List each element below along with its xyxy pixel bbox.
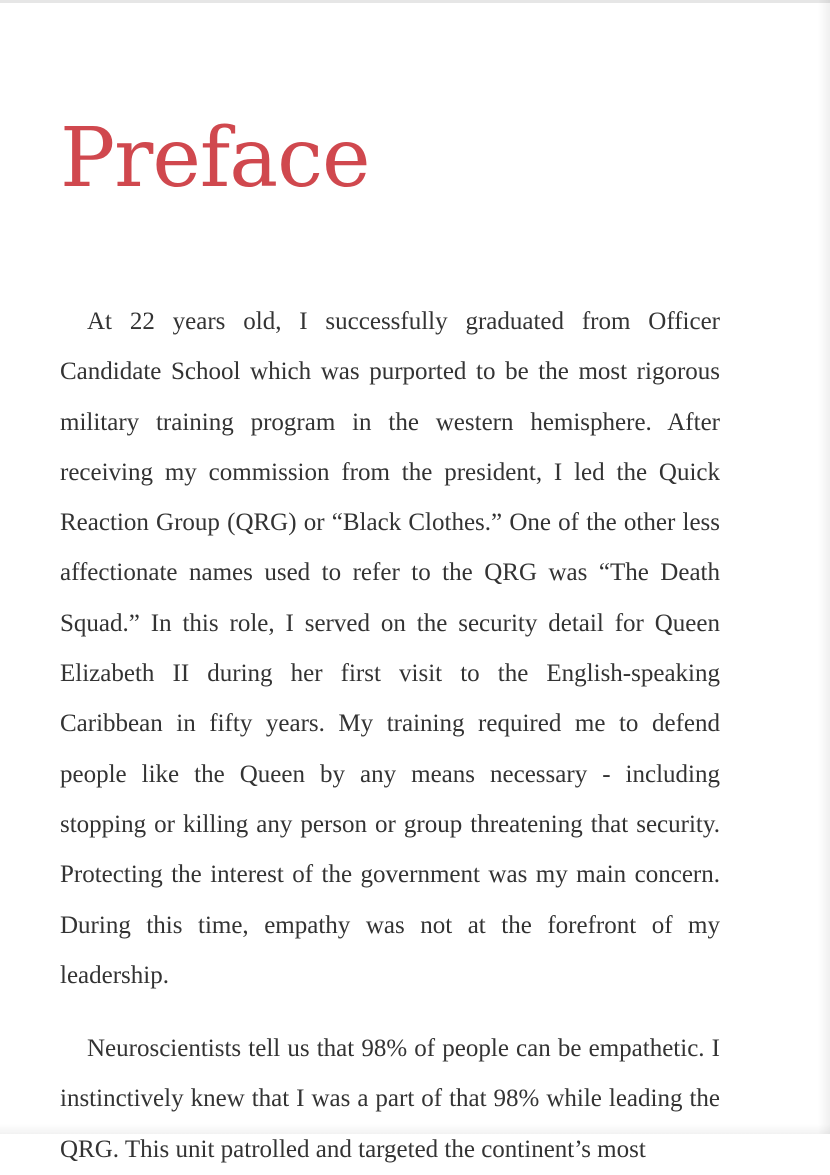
paragraph-2: Neuroscientists tell us that 98% of people can be empathetic. I instinctively knew that I was a part of that 98% while leading the QRG. This unit patrolled and targeted the continent’s most: [60, 1035, 720, 1163]
page-top-edge: [0, 0, 830, 3]
page-right-shadow: [818, 0, 830, 1134]
page-bottom-shadow: [0, 1124, 830, 1134]
chapter-body: [60, 297, 720, 1175]
paragraph-1: At 22 years old, I successfully graduated from Officer Candidate School which was purported to be the most rigorous military training program in the western hemisphere. After receiving my commission from the president, I led the Quick Reaction Group (QRG) or “Black Clothes.” One of the other less affectionate names used to refer to the QRG was “The Death Squad.” In this role, I served on the security detail for Queen Elizabeth II during her first visit to the English-speaking Caribbean in fifty years. My training required me to defend people like the Queen by any means necessary - including stopping or killing any person or group threatening that security. Protecting the interest of the government was my main concern. During this time, empathy was not at the forefront of my leadership.: [60, 308, 720, 989]
chapter-title: Preface: [60, 111, 370, 206]
